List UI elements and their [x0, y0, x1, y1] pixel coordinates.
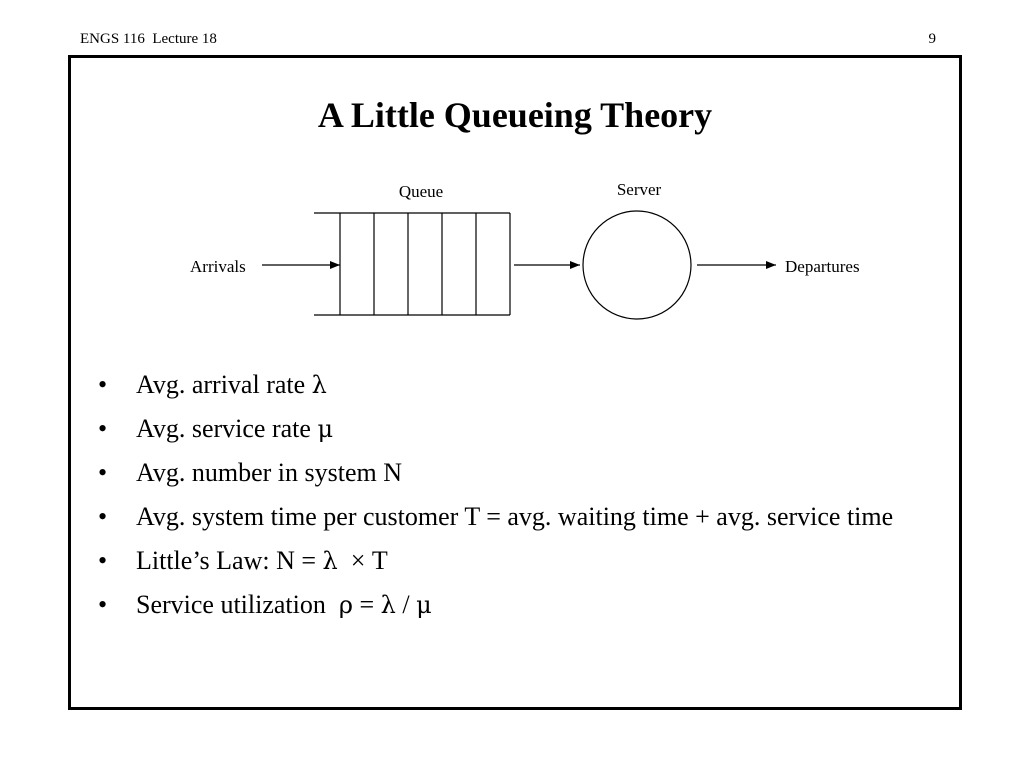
arrivals-label: Arrivals: [190, 257, 246, 276]
mu-symbol: μ: [416, 591, 432, 619]
bullet-text: Service utilization: [136, 590, 339, 619]
bullet-text: Avg. arrival rate: [136, 370, 312, 399]
queue-label: Queue: [398, 182, 444, 201]
bullet-text: Avg. number in system N: [136, 458, 402, 487]
lambda-symbol: λ: [322, 547, 338, 575]
slide-title: A Little Queueing Theory: [317, 95, 713, 135]
bullet-text: Avg. system time per customer T = avg. waiting time + avg. service time: [136, 502, 894, 531]
bullet-dot: •: [98, 502, 108, 531]
page-number: 9: [928, 31, 936, 47]
divide-symbol: /: [395, 590, 417, 619]
course-header: ENGS 116 Lecture 18: [80, 31, 217, 47]
bullet-dot: •: [98, 458, 108, 487]
queue-buffer: [314, 213, 510, 315]
bullet-dot: •: [98, 414, 108, 443]
queue-slots: [340, 213, 476, 315]
times-symbol: ×: [337, 546, 366, 575]
bullet-utilization: [98, 588, 918, 622]
lambda-symbol: λ: [311, 371, 327, 399]
rho-symbol: ρ: [338, 591, 353, 619]
mu-symbol: μ: [317, 415, 334, 443]
bullet-dot: •: [98, 370, 108, 399]
equals-symbol: =: [353, 590, 381, 619]
bullet-system-time: [98, 500, 918, 534]
bullet-text: Little’s Law: N =: [136, 546, 323, 575]
bullet-number-in-system: [98, 456, 918, 490]
bullet-dot: •: [98, 590, 108, 619]
server-circle: [583, 211, 691, 319]
departures-label: Departures: [785, 257, 860, 276]
bullet-littles-law: [98, 544, 918, 578]
bullet-text-end: T: [365, 546, 388, 575]
bullet-list: [98, 368, 918, 632]
bullet-dot: •: [98, 546, 108, 575]
bullet-service-rate: [98, 412, 918, 446]
bullet-arrival-rate: [98, 368, 918, 402]
bullet-text: Avg. service rate: [136, 414, 318, 443]
lambda-symbol: λ: [380, 591, 396, 619]
server-label: Server: [616, 180, 662, 199]
